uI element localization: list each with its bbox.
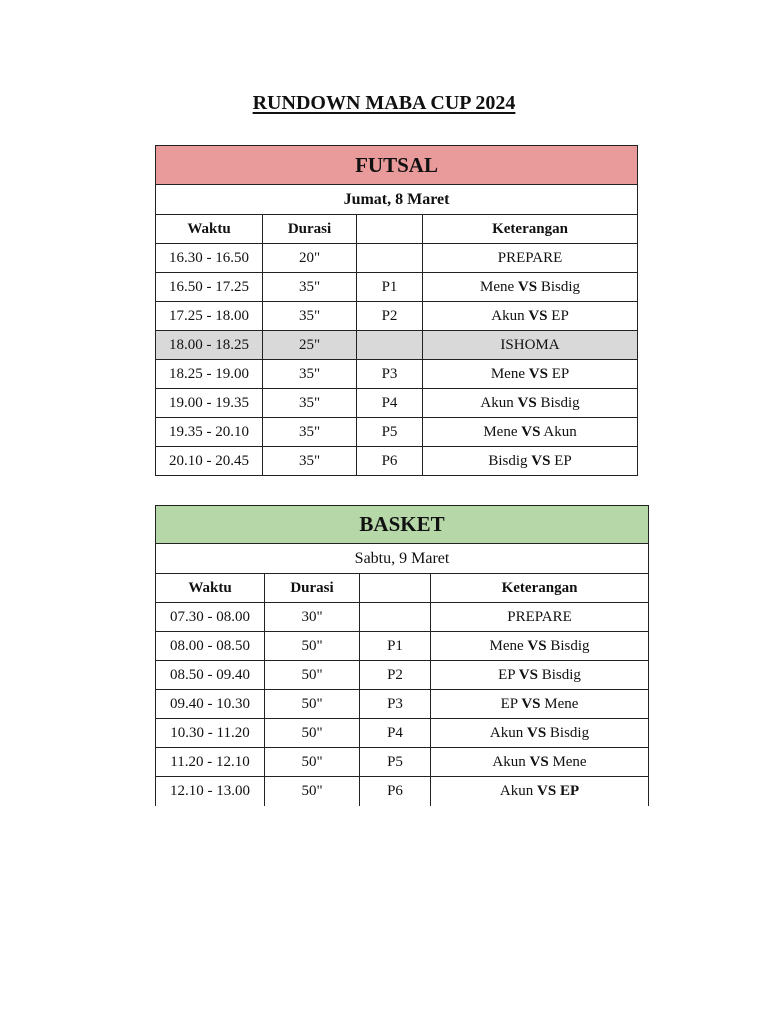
duration-cell: 50" [265,748,360,777]
team-name: Mene [490,365,525,382]
table-row [156,447,638,476]
info-cell [423,447,638,476]
team-name: Akun [499,782,534,799]
match-cell: P4 [357,389,423,418]
match-cell: P3 [357,360,423,389]
team-name: Akun [480,394,514,411]
vs-label: VS [521,695,541,712]
info-cell [431,661,649,690]
team-name: Mene [544,695,579,712]
team-name: Mene [552,753,587,770]
time-cell: 07.30 - 08.00 [156,603,265,632]
time-cell: 18.25 - 19.00 [156,360,263,389]
table-row [156,632,649,661]
column-header-duration: Durasi [263,215,357,244]
table-row [156,748,649,777]
team-name: Bisdig [488,452,528,469]
vs-label: VS [528,307,548,324]
time-cell: 20.10 - 20.45 [156,447,263,476]
team-name: Bisdig [541,666,581,683]
duration-cell: 30" [265,603,360,632]
duration-cell: 25" [263,331,357,360]
info-cell [423,418,638,447]
duration-cell: 50" [265,777,360,806]
table-row [156,661,649,690]
time-cell: 17.25 - 18.00 [156,302,263,331]
match-cell: P6 [360,777,431,806]
match-cell: P6 [357,447,423,476]
team-name: Mene [480,278,515,295]
team-name: Akun [492,753,526,770]
team-name: EP [498,666,516,683]
match-cell: P2 [357,302,423,331]
vs-label: VS [518,666,538,683]
table-row [156,719,649,748]
info-cell [431,748,649,777]
vs-label: VS [527,637,547,654]
vs-label: VS [529,753,549,770]
table-row [156,244,638,273]
vs-label: VS [521,423,541,440]
team-name: Bisdig [540,394,580,411]
vs-label: VS [537,782,557,799]
table-row [156,690,649,719]
duration-cell: 20" [263,244,357,273]
table-row [156,302,638,331]
time-cell: 19.00 - 19.35 [156,389,263,418]
time-cell: 08.50 - 09.40 [156,661,265,690]
info-cell [431,719,649,748]
vs-label: VS [517,278,538,295]
table-row [156,273,638,302]
table-row [156,418,638,447]
basket-schedule-table [155,505,649,806]
note-text: PREPARE [507,608,572,625]
match-cell [357,331,423,360]
duration-cell: 50" [265,690,360,719]
match-cell: P5 [360,748,431,777]
column-header-match [360,574,431,603]
team-name: EP [551,307,569,324]
duration-cell: 50" [265,661,360,690]
table-row [156,389,638,418]
info-cell [423,331,638,360]
column-header-info: Keterangan [423,215,638,244]
note-text: PREPARE [497,249,563,266]
team-name: Mene [489,637,524,654]
team-name: EP [559,782,580,799]
info-cell [423,244,638,273]
time-cell: 16.30 - 16.50 [156,244,263,273]
time-cell: 19.35 - 20.10 [156,418,263,447]
info-cell [431,690,649,719]
match-cell [357,244,423,273]
team-name: Akun [489,724,524,741]
duration-cell: 35" [263,418,357,447]
match-cell: P1 [357,273,423,302]
team-name: Mene [483,423,518,440]
duration-cell: 35" [263,447,357,476]
column-header-match [357,215,423,244]
futsal-heading: FUTSAL [156,146,638,185]
team-name: EP [500,695,518,712]
match-cell: P5 [357,418,423,447]
team-name: Bisdig [550,637,590,654]
team-name: Akun [543,423,577,440]
time-cell: 16.50 - 17.25 [156,273,263,302]
time-cell: 09.40 - 10.30 [156,690,265,719]
basket-date: Sabtu, 9 Maret [156,544,649,574]
futsal-date: Jumat, 8 Maret [156,185,638,215]
column-header-duration: Durasi [265,574,360,603]
duration-cell: 35" [263,360,357,389]
time-cell: 11.20 - 12.10 [156,748,265,777]
info-cell [431,603,649,632]
info-cell [431,632,649,661]
vs-label: VS [531,452,551,469]
team-name: EP [551,365,570,382]
time-cell: 08.00 - 08.50 [156,632,265,661]
vs-label: VS [526,724,547,741]
duration-cell: 50" [265,719,360,748]
match-cell: P1 [360,632,431,661]
column-header-info: Keterangan [431,574,649,603]
match-cell: P4 [360,719,431,748]
match-cell: P3 [360,690,431,719]
vs-label: VS [517,394,537,411]
time-cell: 10.30 - 11.20 [156,719,265,748]
match-cell [360,603,431,632]
match-cell: P2 [360,661,431,690]
time-cell: 18.00 - 18.25 [156,331,263,360]
team-name: Bisdig [540,278,581,295]
team-name: EP [554,452,572,469]
note-text: ISHOMA [500,336,560,353]
table-row [156,360,638,389]
info-cell [423,302,638,331]
duration-cell: 35" [263,302,357,331]
futsal-schedule-table [155,145,638,476]
table-row [156,603,649,632]
time-cell: 12.10 - 13.00 [156,777,265,806]
duration-cell: 50" [265,632,360,661]
info-cell [431,777,649,806]
column-header-time: Waktu [156,574,265,603]
duration-cell: 35" [263,389,357,418]
document-title: RUNDOWN MABA CUP 2024 [252,92,516,114]
info-cell [423,389,638,418]
basket-heading: BASKET [156,506,649,544]
table-row [156,331,638,360]
team-name: Bisdig [549,724,590,741]
info-cell [423,360,638,389]
table-row [156,777,649,806]
duration-cell: 35" [263,273,357,302]
info-cell [423,273,638,302]
team-name: Akun [491,307,525,324]
column-header-time: Waktu [156,215,263,244]
vs-label: VS [528,365,548,382]
